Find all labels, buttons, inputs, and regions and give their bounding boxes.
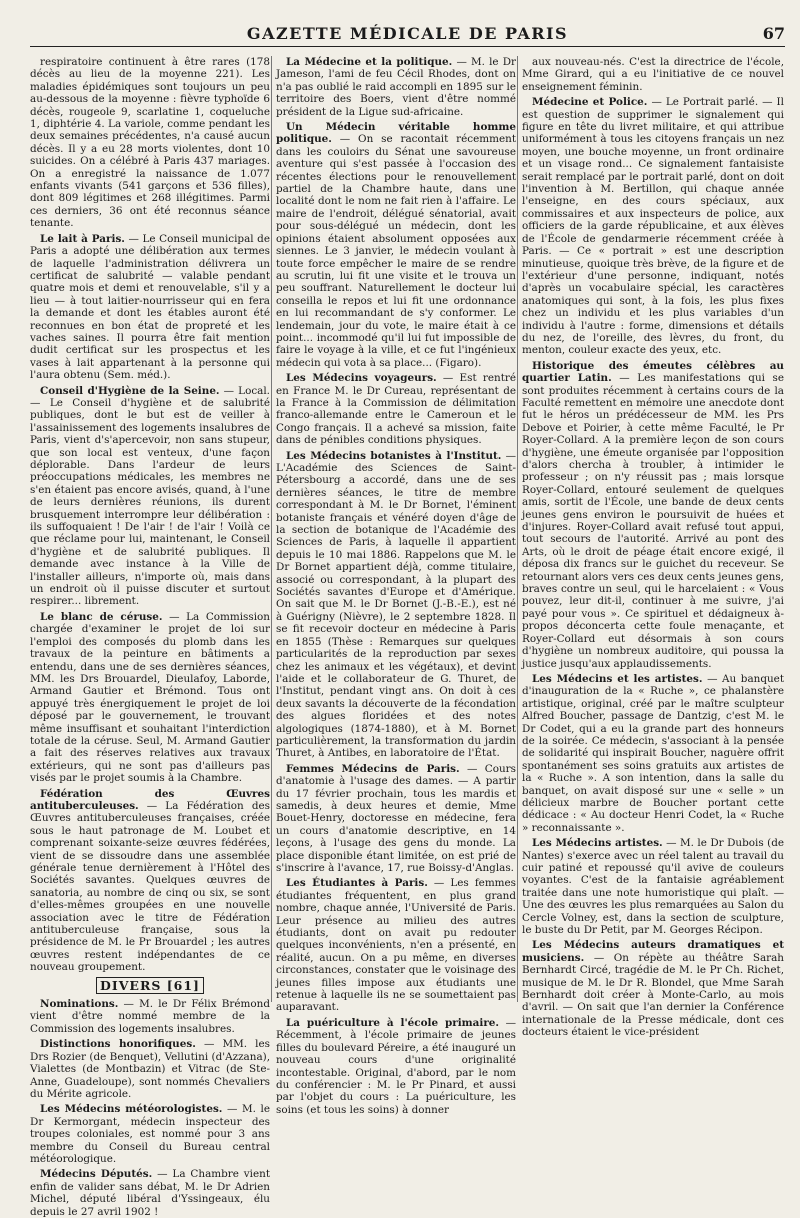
article-heading: Médecine et Police.: [532, 96, 648, 109]
article-paragraph: [522, 360, 784, 670]
column-divider: [517, 56, 518, 1002]
article-text: — MM. les Drs Rozier (de Benquet), Vellutini (d'Azzana), Vialettes (de Montbazin) et Vitrac (de Ste-Anne, Guadeloupe), sont nommés Chevaliers du Mérite agricole.: [30, 1038, 270, 1100]
article-heading: Distinctions honorifiques.: [40, 1038, 196, 1051]
article-paragraph: [276, 1017, 516, 1116]
article-paragraph: [276, 56, 516, 118]
article-paragraph: [276, 450, 516, 760]
article-heading: Femmes Médecins de Paris.: [286, 762, 460, 775]
article-paragraph: [30, 1168, 270, 1218]
column-1: [30, 56, 270, 1218]
article-paragraph: [30, 1038, 270, 1100]
column-2: [276, 56, 517, 1116]
section-heading: [30, 977, 270, 993]
article-text: — On répète au théâtre Sarah Bernhardt Circé, tragédie de M. le Pr Ch. Richet, musique de M. le Dr R. Blondel, que Mme Sarah Bernhardt doit créer à Monte-Carlo, au mois d'avril. — On sait que l'an dernier la Conférence internationale de la Presse médicale, dont ces docteurs étaient le vice-président: [522, 951, 784, 1039]
article-heading: Fédération des Œuvres antituberculeuses.: [30, 787, 270, 812]
article-heading: Les Étudiantes à Paris.: [286, 877, 428, 890]
column-3: [522, 56, 785, 1039]
article-heading: Le lait à Paris.: [40, 232, 125, 245]
article-paragraph: [522, 96, 784, 357]
article-heading: Conseil d'Hygiène de la Seine.: [40, 384, 220, 397]
article-text: — La Fédération des Œuvres antituberculeuses françaises, créée sous le haut patronage de M. Loubet et comprenant soixante-seize œuvres fédérées, vient de se dissoudre dans une assemblée générale tenue dernièrement à l'Hôtel des Sociétés savantes. Quelques œuvres de sanatoria, au nombre de cinq ou six, se sont d'elles-mêmes groupées en une nouvelle association avec le titre de Fédération antituberculeuse française, sous la présidence de M. le Pr Brouardel ; les autres œuvres restent indépendantes de ce nouveau groupement.: [30, 799, 270, 974]
article-text: respiratoire continuent à être rares (178 décès au lieu de la moyenne 221). Les maladies épidémiques sont toujours un peu au-dessous de la moyenne : fièvre typhoïde 6 décès, rougeole 9, scarlatine 1, coqueluche 1, diphtérie 4. La variole, comme pendant les deux semaines précédentes, n'a causé aucun décès. Il y a eu 28 morts violentes, dont 10 suicides. On a célébré à Paris 437 mariages. On a enregistré la naissance de 1.077 enfants vivants (541 garçons et 536 filles), dont 809 légitimes et 268 illégitimes. Parmi ces derniers, 36 ont été reconnus séance tenante.: [30, 56, 270, 230]
article-text: — M. le Dr Kermorgant, médecin inspecteur des troupes coloniales, est nommé pour 3 ans membre du Conseil du Bureau central météorologique.: [30, 1103, 270, 1165]
article-paragraph: [522, 673, 784, 834]
article-paragraph: [30, 1103, 270, 1165]
article-text: — M. le Dr Dubois (de Nantes) s'exerce avec un réel talent au travail du cuir patiné et repoussé qu'il avive de couleurs voyantes. C'est de la fantaisie agréablement traitée dans une note humoristique qui plaît. — Une des œuvres les plus remarquées au Salon du Cercle Volney, est, dans la section de sculpture, le buste du Dr Petit, par M. Georges Récipon.: [522, 837, 784, 937]
article-text: — Est rentré en France M. le Dr Cureau, représentant de la France à la Commission de délimitation franco-allemande entre le Cameroun et le Congo français. Il a achevé sa mission, faite dans de pénibles conditions physiques.: [276, 372, 516, 447]
article-paragraph: [30, 788, 270, 974]
article-paragraph: [276, 121, 516, 369]
article-text: — Le Conseil municipal de Paris a adopté une délibération aux termes de laquelle l'administration délivrera un certificat de salubrité — valable pendant quatre mois et demi et renouvelable, s'il y a lieu — à tout laitier-nourrisseur qui en fera la demande et dont les étables auront été reconnues en bon état de propreté et les vaches saines. Il pourra être fait mention dudit certificat sur les prospectus et les vases à lait appartenant à la personne qui l'aura obtenu (Sem. méd.).: [30, 232, 270, 382]
article-paragraph: [522, 837, 784, 936]
article-paragraph: [30, 611, 270, 785]
article-paragraph: [276, 372, 516, 446]
article-heading: Un Médecin véritable homme politique.: [276, 121, 516, 146]
article-text: — Cours d'anatomie à l'usage des dames. — A partir du 17 février prochain, tous les mardis et samedis, à deux heures et demie, Mme Bouet-Henry, doctoresse en médecine, fera un cours d'anatomie descriptive, en 14 leçons, à l'usage des gens du monde. La place disponible étant limitée, on est prié de s'inscrire à l'avance, 17, rue Boissy-d'Anglas.: [276, 762, 516, 874]
article-heading: La Médecine et la politique.: [286, 56, 453, 68]
header-rule: [30, 46, 785, 47]
article-paragraph: [30, 998, 270, 1035]
article-heading: Les Médecins artistes.: [532, 837, 663, 850]
article-paragraph: [522, 56, 784, 93]
article-text: — M. le Dr Félix Brémond vient d'être nommé membre de la Commission des logements insalubres.: [30, 998, 270, 1035]
article-heading: Le blanc de céruse.: [40, 610, 163, 623]
article-heading: Les Médecins voyageurs.: [286, 372, 437, 385]
article-heading: Historique des émeutes célèbres au quartier Latin.: [522, 359, 784, 385]
article-heading: Les Médecins botanistes à l'Institut.: [286, 449, 502, 462]
article-paragraph: [276, 877, 516, 1013]
article-text: — La Commission chargée d'examiner le projet de loi sur l'emploi des composés du plomb dans les travaux de la peinture en bâtiments a entendu, dans une de ses dernières séances, MM. les Drs Brouardel, Dieulafoy, Laborde, Armand Gautier et Brémond. Tous ont appuyé très énergiquement le projet de loi déposé par le gouvernement, le trouvant même insuffisant et souhaitant l'interdiction totale de la céruse. Seul, M. Armand Gautier a fait des réserves relatives aux travaux extérieurs, qui ne sont pas d'ailleurs pas visés par le projet soumis à la Chambre.: [30, 610, 270, 785]
article-heading: Médecins Députés.: [40, 1168, 153, 1181]
article-text: — La Chambre vient enfin de valider sans débat, M. le Dr Adrien Michel, député libéral d'Yssingeaux, élu depuis le 27 avril 1902 !: [30, 1168, 270, 1218]
article-text: — L'Académie des Sciences de Saint-Pétersbourg a accordé, dans une de ses dernières séances, le titre de membre correspondant à M. le Dr Bornet, l'éminent botaniste français et vénéré doyen d'âge de la section de botanique de l'Académie des Sciences de Paris, à laquelle il appartient depuis le 10 mai 1886. Rappelons que M. le Dr Bornet appartient déjà, comme titulaire, associé ou correspondant, à la plupart des Sociétés savantes d'Europe et d'Amérique. On sait que M. le Dr Bornet (J.-B.-E.), est né à Guérigny (Nièvre), le 2 septembre 1828. Il se fit recevoir docteur en médecine à Paris en 1855 (Thèse : Remarques sur quelques particularités de la reproduction par sexes chez les animaux et les végétaux), et devint l'aide et le collaborateur de G. Thuret, de l'Institut, pendant vingt ans. On doit à ces deux savants la découverte de la fécondation des algues floridées et des notes algologiques (1874-1880), et à M. Bornet particulièrement, la transformation du jardin Thuret, à Antibes, en laboratoire de l'État.: [276, 449, 516, 760]
article-heading: Les Médecins météorologistes.: [40, 1103, 223, 1116]
article-heading: Les Médecins et les artistes.: [532, 672, 703, 685]
page-number: 67: [762, 24, 785, 43]
article-paragraph: [276, 763, 516, 875]
article-heading: Les Médecins auteurs dramatiques et musiciens.: [522, 939, 784, 964]
page-header: [30, 22, 785, 46]
article-heading: Nominations.: [40, 998, 119, 1011]
article-text: — M. le Dr Jameson, l'ami de feu Cécil Rhodes, dont on n'a pas oublié le raid accompli en 1895 sur le territoire des Boers, vient d'être nommé président de la Ligue sud-africaine.: [276, 56, 516, 118]
article-text: aux nouveau-nés. C'est la directrice de l'école, Mme Girard, qui a eu l'initiative de ce nouvel enseignement féminin.: [522, 56, 784, 93]
column-divider: [271, 56, 272, 1002]
article-text: — Les femmes étudiantes fréquentent, en plus grand nombre, chaque année, l'Université de Paris. Leur présence au milieu des autres étudiants, dont on avait pu redouter quelques inconvénients, n'en a présenté, en réalité, aucun. On a pu même, en diverses circonstances, constater que le voisinage des jeunes filles impose aux étudiants une retenue à laquelle ils ne se soumettaient pas auparavant.: [276, 877, 517, 1014]
article-text: — Récemment, à l'école primaire de jeunes filles du boulevard Péreire, a été inauguré un nouveau cours d'une originalité incontestable. Original, d'abord, par le nom du conférencier : M. le Pr Pinard, et aussi par l'objet du cours : La puériculture, les soins (et tous les soins) à donner: [276, 1016, 516, 1116]
article-text: — Au banquet d'inauguration de la « Ruche », ce phalanstère artistique, original, créé par le maître sculpteur Alfred Boucher, passage de Dantzig, c'est M. le Dr Codet, qui a eu la grande part des honneurs de la soirée. Ce médecin, s'associant à la pensée de solidarité qui inspirait Boucher, naguère offrit spontanément ses soins gratuits aux artistes de la « Ruche ». A son intention, dans la salle du banquet, on avait disposé sur une « selle » un délicieux marbre de Boucher portant cette dédicace : « Au docteur Henri Codet, la « Ruche » reconnaissante ».: [522, 672, 784, 834]
article-paragraph: [522, 939, 784, 1038]
article-paragraph: [30, 385, 270, 608]
article-paragraph: [30, 233, 270, 382]
article-paragraph: [30, 56, 270, 230]
article-heading: La puériculture à l'école primaire.: [286, 1016, 500, 1029]
article-text: — Local. — Le Conseil d'hygiène et de salubrité publiques, dont le but est de veiller à l'assainissement des logements insalubres de Paris, vient d's'apercevoir, non sans stupeur, que son local est venteux, d'une façon déplorable. Dans l'ardeur de leurs préoccupations médicales, les membres ne s'en étaient pas encore avisés, quand, à l'une de leurs dernières réunions, ils durent brusquement interrompre leur délibération : ils suffoquaient ! De l'air ! de l'air ! Voilà ce que réclame pour lui, maintenant, le Conseil d'hygiène et de salubrité publiques. Il demande avec instance à la Ville de l'installer ailleurs, n'importe où, mais dans un endroit où il puisse discuter et surtout respirer... librement.: [30, 384, 270, 608]
article-text: — Le Portrait parlé. — Il est question de supprimer le signalement qui figure en tête du livret militaire, et qui attribue uniformément à tous les citoyens français un nez moyen, une bouche moyenne, un front ordinaire et un visage rond... Ce signalement fantaisiste serait remplacé par le portrait parlé, dont on doit l'invention à M. Bertillon, qui chaque année l'enseigne, en des cours spéciaux, aux commissaires et aux inspecteurs de police, aux officiers de la garde républicaine, et aux élèves de l'École de gendarmerie récemment créée à Paris. — Ce « portrait » est une description minutieuse, quoique très brève, de la figure et de l'extérieur d'une personne, indiquant, notés d'après un vocabulaire spécial, les caractères anatomiques qui sont, à la fois, les plus fixes chez un individu et les plus variables d'un individu à l'autre : forme, dimensions et détails du nez, de l'oreille, des lèvres, du front, du menton, couleur exacte des yeux, etc.: [522, 96, 784, 357]
journal-title: GAZETTE MÉDICALE DE PARIS: [246, 24, 569, 43]
article-text: — Les manifestations qui se sont produites récemment à certains cours de la Faculté remettent en mémoire une anecdote dont fut le héros un prédécesseur de MM. les Prs Debove et Poirier, à cette même Faculté, le Pr Royer-Collard. A la première leçon de son cours d'hygiène, une émeute organisée par l'opposition d'alors chercha à troubler, à intimider le professeur ; on n'y réussit pas ; mais lorsque Royer-Collard, entouré seulement de quelques amis, sortit de l'École, une bande de deux cents jeunes gens environ le poursuivit de huées et d'injures. Royer-Collard avait refusé tout appui, tout secours de l'autorité. Arrivé au pont des Arts, où le droit de péage était encore exigé, il déposa dix francs sur le guichet du receveur. Se retournant alors vers ces deux cents jeunes gens, braves contre un seul, qui le harcelaient : « Vous pouvez, leur dit-il, continuer à me suivre, j'ai payé pour vous ». Ce spirituel et dédaigneux à-propos déconcerta cette foule menaçante, et Royer-Collard eut désormais à son cours d'hygiène un nombreux auditoire, qui poussa la justice jusqu'aux applaudissements.: [522, 372, 785, 670]
article-text: — On se racontait récemment dans les couloirs du Sénat une savoureuse aventure qui s'est passée à l'occasion des récentes élections pour le renouvellement partiel de la Chambre haute, dans une localité dont le nom ne fait rien à l'affaire. Le maire de l'endroit, délégué sénatorial, avait pour sous-délégué un médecin, dont les opinions étaient absolument opposées aux siennes. Le 3 janvier, le médecin voulant à toute force empêcher le maire de se rendre au scrutin, lui fit une visite et le trouva un peu souffrant. Naturellement le docteur lui conseilla le repos et lui fit une ordonnance en lui recommandant de s'y conformer. Le lendemain, jour du vote, le maire était à ce point... incommodé qu'il lui fut impossible de faire le voyage à la ville, et ce fut l'ingénieux médecin qui vota à sa place... (Figaro).: [276, 133, 516, 369]
section-title: DIVERS [61]: [96, 977, 204, 994]
